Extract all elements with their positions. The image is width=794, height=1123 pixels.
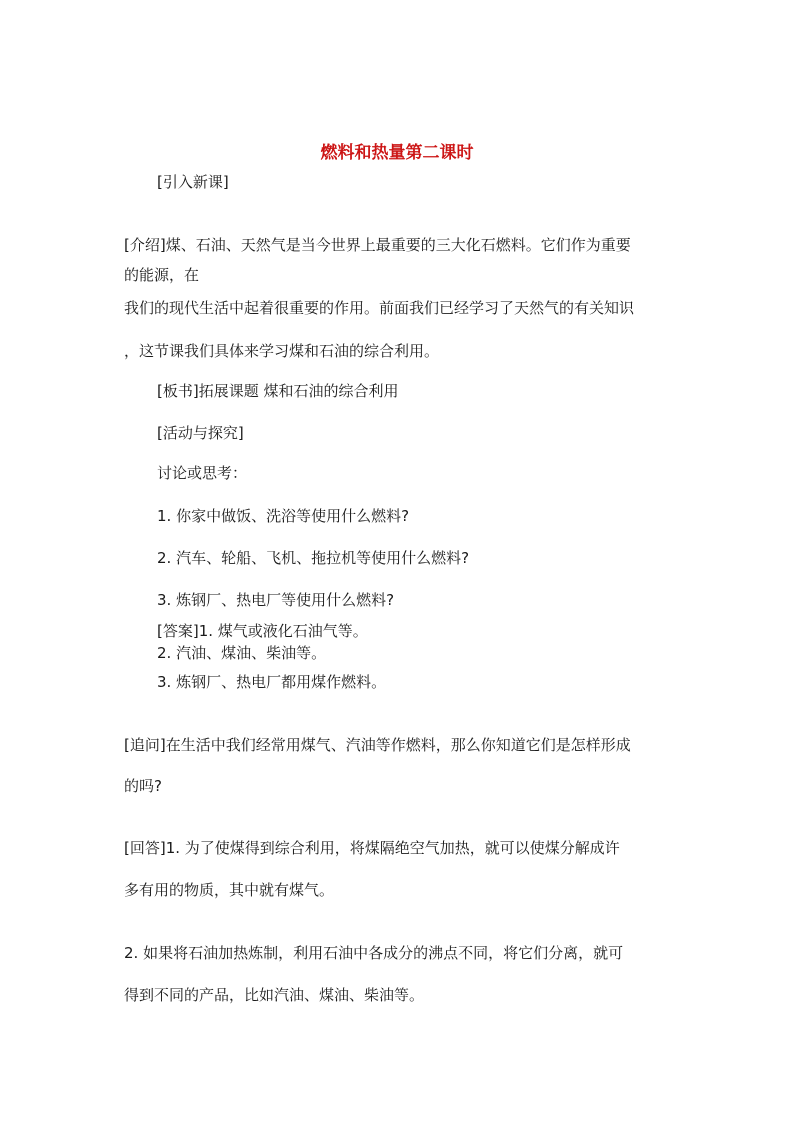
paragraph-line-introduce-1: [介绍]煤、石油、天然气是当今世界上最重要的三大化石燃料。它们作为重要 — [124, 236, 631, 254]
reply-line-1: [回答]1. 为了使煤得到综合利用，将煤隔绝空气加热，就可以使煤分解成许 — [124, 839, 620, 857]
answer-item-1: [答案]1. 煤气或液化石油气等。 — [157, 622, 368, 640]
answer-item-2: 2. 汽油、煤油、柴油等。 — [157, 644, 327, 662]
paragraph-line-introduce-3: 我们的现代生活中起着很重要的作用。前面我们已经学习了天然气的有关知识 — [124, 299, 635, 317]
section-heading-intro: [引入新课] — [157, 173, 229, 191]
discussion-prompt: 讨论或思考： — [157, 464, 248, 482]
question-item-1: 1. 你家中做饭、洗浴等使用什么燃料? — [157, 507, 410, 525]
reply-line-3: 2. 如果将石油加热炼制，利用石油中各成分的沸点不同，将它们分离，就可 — [124, 944, 624, 962]
blackboard-topic: [板书]拓展课题 煤和石油的综合利用 — [157, 382, 399, 400]
answer-item-3: 3. 炼钢厂、热电厂都用煤作燃料。 — [157, 673, 387, 691]
reply-line-4: 得到不同的产品，比如汽油、煤油、柴油等。 — [124, 986, 425, 1004]
section-heading-activity: [活动与探究] — [157, 424, 244, 442]
question-item-2: 2. 汽车、轮船、飞机、拖拉机等使用什么燃料? — [157, 549, 470, 567]
paragraph-line-introduce-4: ，这节课我们具体来学习煤和石油的综合利用。 — [124, 342, 440, 360]
paragraph-line-introduce-2: 的能源，在 — [124, 266, 200, 284]
follow-up-question-1: [追问]在生活中我们经常用煤气、汽油等作燃料，那么你知道它们是怎样形成 — [124, 736, 631, 754]
document-title: 燃料和热量第二课时 — [320, 143, 474, 164]
reply-line-2: 多有用的物质，其中就有煤气。 — [124, 881, 335, 899]
follow-up-question-2: 的吗? — [124, 777, 162, 795]
question-item-3: 3. 炼钢厂、热电厂等使用什么燃料? — [157, 591, 395, 609]
